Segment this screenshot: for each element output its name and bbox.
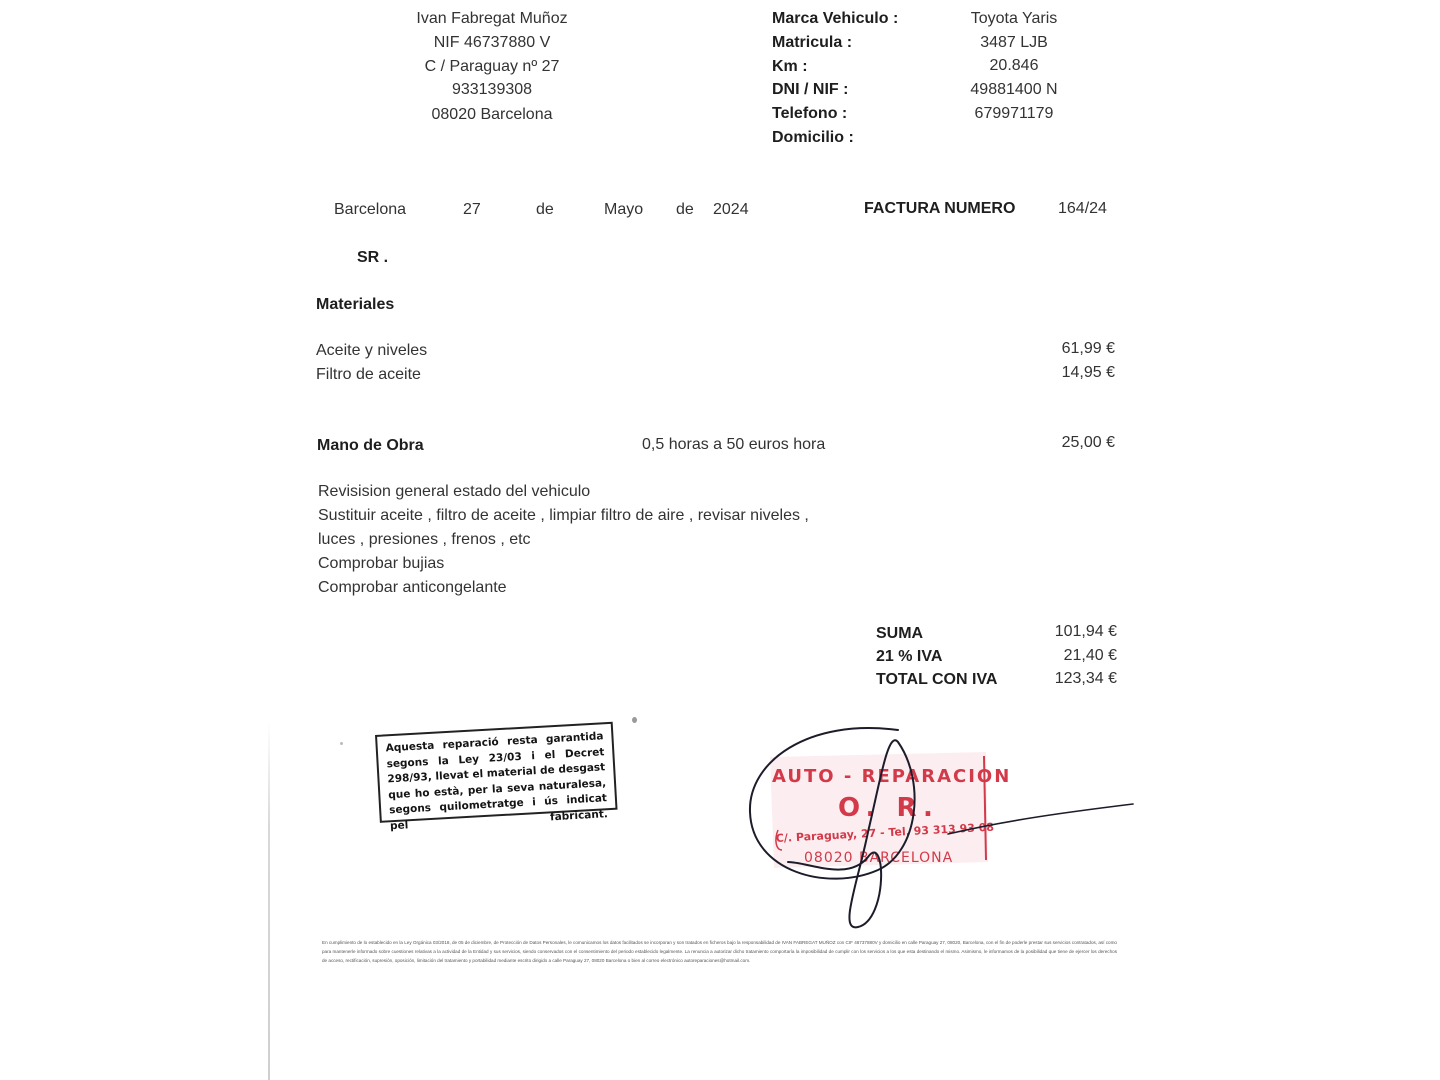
labor-rate: 0,5 horas a 50 euros hora: [642, 436, 826, 453]
work-line: Revisision general estado del vehiculo: [318, 483, 591, 500]
label-telefono: Telefono :: [772, 105, 848, 122]
value-telefono: 679971179: [974, 105, 1054, 122]
issuer-name: Ivan Fabregat Muñoz: [416, 10, 568, 27]
issuer-city: 08020 Barcelona: [431, 106, 553, 123]
labor-heading: Mano de Obra: [317, 437, 424, 454]
invoice-label: FACTURA NUMERO: [864, 200, 1016, 217]
issuer-address: C / Paraguay nº 27: [424, 58, 560, 75]
material-amount: 61,99 €: [1061, 340, 1115, 357]
work-line: Sustituir aceite , filtro de aceite , limpiar filtro de aire , revisar niveles ,: [318, 507, 809, 524]
legal-notice: En cumplimiento de lo establecido en la Ley Orgánica 03/2018, de 05 de diciembre, de Protección de Datos Personales, le comunicamos los datos facilitados se incorporan y son tratados en ficheros bajo la responsabilidad de IVAN FABREGAT MUÑOZ con CIF 46737880V y domicilio en calle Paraguay 27, 08020, Barcelona, con el fin de poderle prestar sus servicios contratados, así como para mantenerle informado sobre cuestiones relativas a la actividad de la Entidad y sus servicios, siendo conservados con el consentimiento del periodo establecido legalmente. La renuncia a autorizar dicho tratamiento comportaría la imposibilidad de cumplir con los servicios a los que esta destinando el mismo. Asimismo, le informamos de la posibilidad que tiene de ejercer los derechos de acceso, rectificación, supresión, oposición, limitación del tratamiento y portabilidad mediante escrito dirigido a calle Paraguay 27, 08020 Barcelona o bien al correo electrónico autoreparaciones@hotmail.com.: [322, 940, 1117, 964]
warranty-stamp: Aquesta reparació resta garantida segons la Ley 23/03 i el Decret 298/93, llevat el material de desgast que ho està, per la seva naturalesa, segons quilometratge i ús indicat pel fabricant.: [375, 722, 618, 823]
issuer-phone: 933139308: [451, 81, 533, 98]
total-label-con-iva: TOTAL CON IVA: [876, 671, 998, 688]
date-city: Barcelona: [334, 201, 407, 218]
total-amount-iva: 21,40 €: [1063, 647, 1117, 664]
stamp-line2: O. R.: [838, 793, 939, 823]
ink-speck: [340, 742, 343, 745]
value-marca: Toyota Yaris: [970, 10, 1058, 27]
label-matricula: Matricula :: [772, 34, 853, 51]
stamp-line3: C/. Paraguay, 27 - Tel. 93 313 93 08: [775, 820, 995, 845]
date-day: 27: [463, 201, 481, 218]
invoice-number: 164/24: [1058, 200, 1107, 217]
label-domicilio: Domicilio :: [772, 129, 854, 146]
date-year: 2024: [713, 201, 749, 218]
value-km: 20.846: [989, 57, 1039, 74]
total-label-suma: SUMA: [876, 625, 924, 642]
material-desc: Filtro de aceite: [316, 366, 421, 383]
date-de-1: de: [536, 201, 554, 218]
total-amount-con-iva: 123,34 €: [1054, 670, 1117, 687]
labor-amount: 25,00 €: [1061, 434, 1115, 451]
date-de-2: de: [676, 201, 694, 218]
recipient: SR .: [357, 249, 389, 266]
page-edge: [268, 720, 270, 1080]
material-desc: Aceite y niveles: [316, 342, 428, 359]
work-line: Comprobar anticongelante: [318, 579, 507, 596]
date-month: Mayo: [604, 201, 644, 218]
material-amount: 14,95 €: [1061, 364, 1115, 381]
ink-speck: [632, 717, 637, 723]
company-stamp: [748, 722, 1148, 937]
materials-heading: Materiales: [316, 296, 395, 313]
issuer-nif: NIF 46737880 V: [433, 34, 551, 51]
value-dni: 49881400 N: [970, 81, 1058, 98]
label-km: Km :: [772, 58, 808, 75]
work-line: Comprobar bujias: [318, 555, 445, 572]
work-line: luces , presiones , frenos , etc: [318, 531, 531, 548]
total-label-iva: 21 % IVA: [876, 648, 943, 665]
total-amount-suma: 101,94 €: [1054, 623, 1117, 640]
value-matricula: 3487 LJB: [980, 34, 1048, 51]
stamp-line1: AUTO - REPARACION: [772, 766, 1012, 787]
label-marca: Marca Vehiculo :: [772, 10, 899, 27]
label-dni: DNI / NIF :: [772, 81, 849, 98]
stamp-line4: 08020 BARCELONA: [804, 850, 954, 866]
